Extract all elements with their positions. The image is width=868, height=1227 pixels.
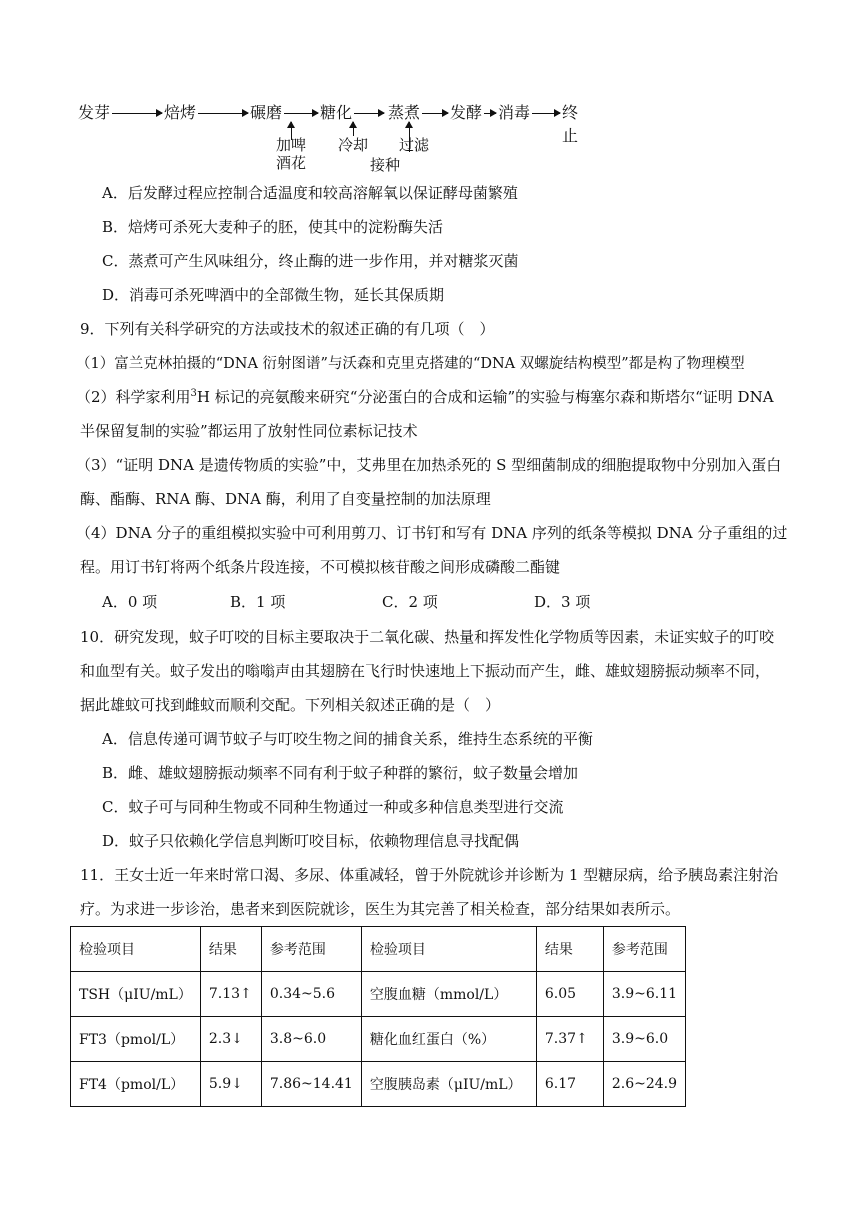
option-c: C．2 项	[382, 593, 438, 611]
question-stem: 9．下列有关科学研究的方法或技术的叙述正确的有几项（ ）	[80, 320, 495, 338]
option-d: D．3 项	[534, 593, 591, 611]
table-row	[71, 1017, 686, 1062]
table-cell: 7.86~14.41	[261, 1062, 361, 1107]
flow-note: 加啤	[276, 136, 307, 154]
flow-note: 过滤	[399, 136, 430, 154]
flow-step: 碾磨	[250, 103, 283, 122]
table-cell: 3.8~6.0	[261, 1017, 361, 1062]
table-cell: 空腹胰岛素（μIU/mL）	[361, 1062, 536, 1107]
option-a: A．信息传递可调节蚊子与叮咬生物之间的捕食关系，维持生态系统的平衡	[102, 730, 593, 748]
table-cell: 3.9~6.11	[603, 972, 685, 1017]
table-cell: TSH（μIU/mL）	[71, 972, 201, 1017]
flow-step: 终止	[562, 103, 579, 145]
table-cell: 3.9~6.0	[603, 1017, 685, 1062]
table-header: 检验项目	[361, 927, 536, 972]
table-cell: 0.34~5.6	[261, 972, 361, 1017]
superscript: 3	[190, 388, 197, 399]
statement-3: （3）“证明 DNA 是遗传物质的实验”中，艾弗里在加热杀死的 S 型细菌制成的细胞提取物中分别加入蛋白	[76, 456, 782, 474]
statement-3-cont: 酶、酯酶、RNA 酶、DNA 酶，利用了自变量控制的加法原理	[80, 490, 491, 508]
flow-step: 发酵	[450, 103, 483, 122]
table-row	[71, 972, 686, 1017]
table-header-row	[71, 927, 686, 972]
table-cell: 2.6~24.9	[603, 1062, 685, 1107]
table-header: 参考范围	[603, 927, 685, 972]
flow-arrow	[112, 113, 162, 114]
option-d: D．蚊子只依赖化学信息判断叮咬目标，依赖物理信息寻找配偶	[102, 832, 520, 850]
flow-step: 焙烤	[164, 103, 197, 122]
table-cell: 糖化血红蛋白（%）	[361, 1017, 536, 1062]
flow-arrow	[354, 113, 384, 114]
table-header: 参考范围	[261, 927, 361, 972]
table-cell: 2.3↓	[200, 1017, 261, 1062]
question-stem-cont: 和血型有关。蚊子发出的嗡嗡声由其翅膀在飞行时快速地上下振动而产生，雌、雄蚊翅膀振动频率不同，	[80, 662, 771, 680]
flow-arrow	[422, 113, 448, 114]
input-arrow	[353, 122, 354, 136]
table-cell: 5.9↓	[200, 1062, 261, 1107]
table-cell: 6.05	[536, 972, 603, 1017]
brewing-flow-diagram	[78, 100, 579, 180]
table-header: 检验项目	[71, 927, 201, 972]
flow-step: 消毒	[498, 103, 531, 122]
question-stem-cont: 据此雄蚊可找到雌蚊而顺利交配。下列相关叙述正确的是（ ）	[80, 696, 501, 714]
statement-2	[76, 386, 774, 407]
statement-2-post: H 标记的亮氨酸来研究“分泌蛋白的合成和运输”的实验与梅塞尔森和斯塔尔“证明 DNA	[196, 388, 774, 406]
option-c: C．蒸煮可产生风味组分，终止酶的进一步作用，并对糖浆灭菌	[102, 252, 519, 270]
table-cell: 空腹血糖（mmol/L）	[361, 972, 536, 1017]
statement-4: （4）DNA 分子的重组模拟实验中可利用剪刀、订书钉和写有 DNA 序列的纸条等模拟 DNA 分子重组的过	[76, 524, 788, 542]
flow-arrow	[284, 113, 318, 114]
lab-results-table	[70, 926, 686, 1107]
question-stem-cont: 疗。为求进一步诊治，患者来到医院就诊，医生为其完善了相关检查，部分结果如表所示。	[80, 900, 681, 918]
question-stem: 11．王女士近一年来时常口渴、多尿、体重减轻，曾于外院就诊并诊断为 1 型糖尿病，给予胰岛素注射治	[80, 866, 779, 884]
table-header: 结果	[536, 927, 603, 972]
option-b: B．雌、雄蚊翅膀振动频率不同有利于蚊子种群的繁衍，蚊子数量会增加	[102, 764, 579, 782]
option-c: C．蚊子可与同种生物或不同种生物通过一种或多种信息类型进行交流	[102, 798, 564, 816]
option-a: A．后发酵过程应控制合适温度和较高溶解氧以保证酵母菌繁殖	[102, 184, 518, 202]
table-cell: 7.13↑	[200, 972, 261, 1017]
flow-step: 发芽	[78, 103, 111, 122]
flow-arrow	[484, 113, 496, 114]
flow-arrow	[198, 113, 248, 114]
flow-note: 酒花	[276, 154, 307, 172]
question-stem: 10．研究发现，蚊子叮咬的目标主要取决于二氧化碳、热量和挥发性化学物质等因素，未证实蚊子的叮咬	[80, 628, 775, 646]
table-cell: FT3（pmol/L）	[71, 1017, 201, 1062]
flow-arrow	[532, 113, 560, 114]
option-d: D．消毒可杀死啤酒中的全部微生物，延长其保质期	[102, 286, 445, 304]
option-b: B．1 项	[230, 593, 286, 611]
table-header: 结果	[200, 927, 261, 972]
table-row	[71, 1062, 686, 1107]
flow-note: 接种	[370, 156, 401, 174]
statement-4-cont: 程。用订书钉将两个纸条片段连接，不可模拟核苷酸之间形成磷酸二酯键	[80, 558, 561, 576]
flow-note: 冷却	[338, 136, 369, 154]
option-b: B．焙烤可杀死大麦种子的胚，使其中的淀粉酶失活	[102, 218, 444, 236]
table-cell: 7.37↑	[536, 1017, 603, 1062]
statement-1: （1）富兰克林拍摄的“DNA 衍射图谱”与沃森和克里克搭建的“DNA 双螺旋结构模型”都是构了物理模型	[76, 356, 745, 372]
statement-2-cont: 半保留复制的实验”都运用了放射性同位素标记技术	[80, 422, 418, 440]
flow-step: 糖化	[320, 103, 353, 122]
table-cell: 6.17	[536, 1062, 603, 1107]
statement-2-pre: （2）科学家利用	[76, 388, 191, 406]
table-cell: FT4（pmol/L）	[71, 1062, 201, 1107]
option-a: A．0 项	[102, 593, 158, 611]
flow-step: 蒸煮	[388, 103, 421, 122]
